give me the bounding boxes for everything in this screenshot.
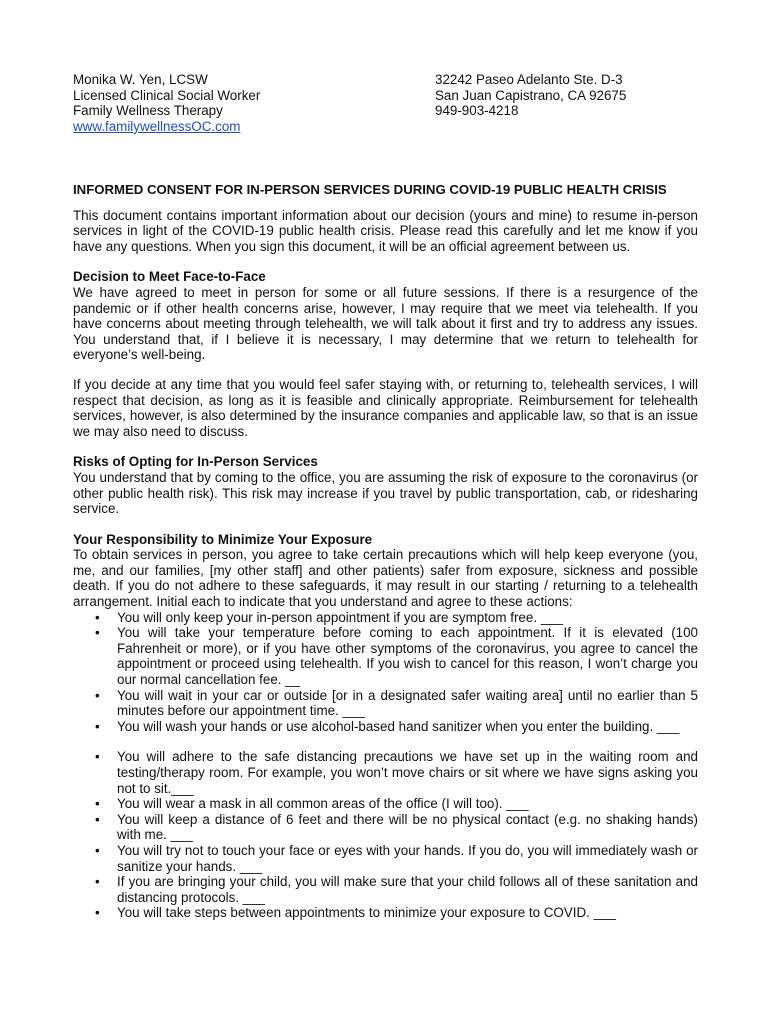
street-address: 32242 Paseo Adelanto Ste. D-3: [435, 72, 623, 87]
website-link[interactable]: www.familywellnessOC.com: [73, 118, 241, 134]
letterhead-right: [435, 72, 725, 119]
city-state-zip: San Juan Capistrano, CA 92675: [435, 87, 627, 103]
bullet-icon: •: [95, 796, 100, 812]
section-decision: [73, 269, 698, 439]
section-paragraph: If you decide at any time that you would feel safer staying with, or returning to, telehealth services, I will respect that decision, as long as it is feasible and clinically appropriate. Reimbursement for telehealth services, however, is also determined by the insurance companies and applicable law, so that is an issue we may also need to discuss.: [73, 376, 698, 439]
bullet-icon: •: [95, 718, 100, 734]
list-item: [95, 874, 698, 905]
section-heading: Risks of Opting for In-Person Services: [73, 454, 318, 470]
bullet-icon: •: [95, 811, 100, 827]
bullet-icon: •: [95, 625, 100, 641]
section-paragraph: We have agreed to meet in person for some or all future sessions. If there is a resurgence of the pandemic or if other health concerns arise, however, I may require that we meet via telehealth. If you have concerns about meeting through telehealth, we will talk about it first and try to address any issues. You understand that, if I believe it is necessary, I may determine that we return to telehealth for everyone’s well-being.: [73, 284, 698, 363]
bullet-icon: •: [95, 749, 100, 765]
list-item: [95, 811, 698, 843]
provider-name: Monika W. Yen, LCSW: [73, 72, 208, 87]
list-item: [95, 625, 698, 688]
list-item-text: You will only keep your in-person appointment if you are symptom free. ___: [117, 609, 564, 625]
list-item-text: You will wash your hands or use alcohol-based hand sanitizer when you enter the building. ___: [117, 718, 680, 734]
list-item: [95, 905, 698, 921]
list-item-text: You will take your temperature before coming to each appointment. If it is elevated (100 Fahrenheit or more), or if you have other symptoms of the coronavirus, you agree to cancel the appointment or proceed using telehealth. If you wish to cancel for this reason, I won’t charge you our normal cancellation fee. __: [117, 625, 698, 688]
section-heading: Your Responsibility to Minimize Your Exposure: [73, 531, 373, 547]
intro-paragraph: This document contains important information about our decision (yours and mine) to resume in-person services in light of the COVID-19 public health crisis. Please read this carefully and let me know if you have any questions. When you sign this document, it will be an official agreement between us.: [73, 207, 698, 254]
list-item-text: You will take steps between appointments to minimize your exposure to COVID. ___: [117, 905, 616, 921]
bullet-icon: •: [95, 842, 100, 858]
section-paragraph: You understand that by coming to the office, you are assuming the risk of exposure to the coronavirus (or other public health risk). This risk may increase if you travel by public transportation, cab, or ridesharing service.: [73, 469, 698, 517]
section-heading: Decision to Meet Face-to-Face: [73, 269, 266, 285]
precautions-list: [73, 610, 698, 921]
list-item: [95, 609, 698, 626]
list-item-text: If you are bringing your child, you will make sure that your child follows all of these sanitation and distancing protocols. ___: [117, 874, 698, 905]
bullet-icon: •: [95, 905, 100, 921]
list-item-text: You will wear a mask in all common areas of the office (I will too). ___: [117, 796, 529, 812]
list-item: [95, 687, 698, 719]
bullet-icon: •: [95, 687, 100, 703]
section-risks: [73, 454, 698, 516]
bullet-icon: •: [95, 874, 100, 890]
phone-number: 949-903-4218: [435, 103, 519, 119]
list-item: [95, 842, 698, 874]
list-item-text: You will wait in your car or outside [or in a designated safer waiting area] until no earlier than 5 minutes before our appointment time. ___: [117, 687, 698, 719]
letterhead-left: [73, 72, 403, 134]
document-title: INFORMED CONSENT FOR IN-PERSON SERVICES DURING COVID-19 PUBLIC HEALTH CRISIS: [73, 182, 667, 197]
bullet-icon: •: [95, 609, 100, 625]
list-item: [95, 749, 698, 796]
provider-credential: Licensed Clinical Social Worker: [73, 87, 261, 103]
section-responsibility: [73, 532, 698, 921]
list-item: [95, 796, 698, 812]
list-item-text: You will try not to touch your face or eyes with your hands. If you do, you will immediately wash or sanitize your hands. ___: [117, 842, 698, 874]
list-item: [95, 718, 698, 735]
list-item-text: You will keep a distance of 6 feet and there will be no physical contact (e.g. no shaking hands) with me. ___: [117, 811, 698, 843]
list-item-text: You will adhere to the safe distancing precautions we have set up in the waiting room and testing/therapy room. For example, you won’t move chairs or sit where we have signs asking you not to sit.___: [117, 749, 698, 796]
document-body: [73, 182, 698, 921]
practice-name: Family Wellness Therapy: [73, 103, 223, 119]
section-paragraph: To obtain services in person, you agree to take certain precautions which will help keep everyone (you, me, and our families, [my other staff] and other patients) safer from exposure, sickness and possible death. If you do not adhere to these safeguards, it may result in our starting / returning to a telehealth arrangement. Initial each to indicate that you understand and agree to these actions:: [73, 547, 698, 610]
